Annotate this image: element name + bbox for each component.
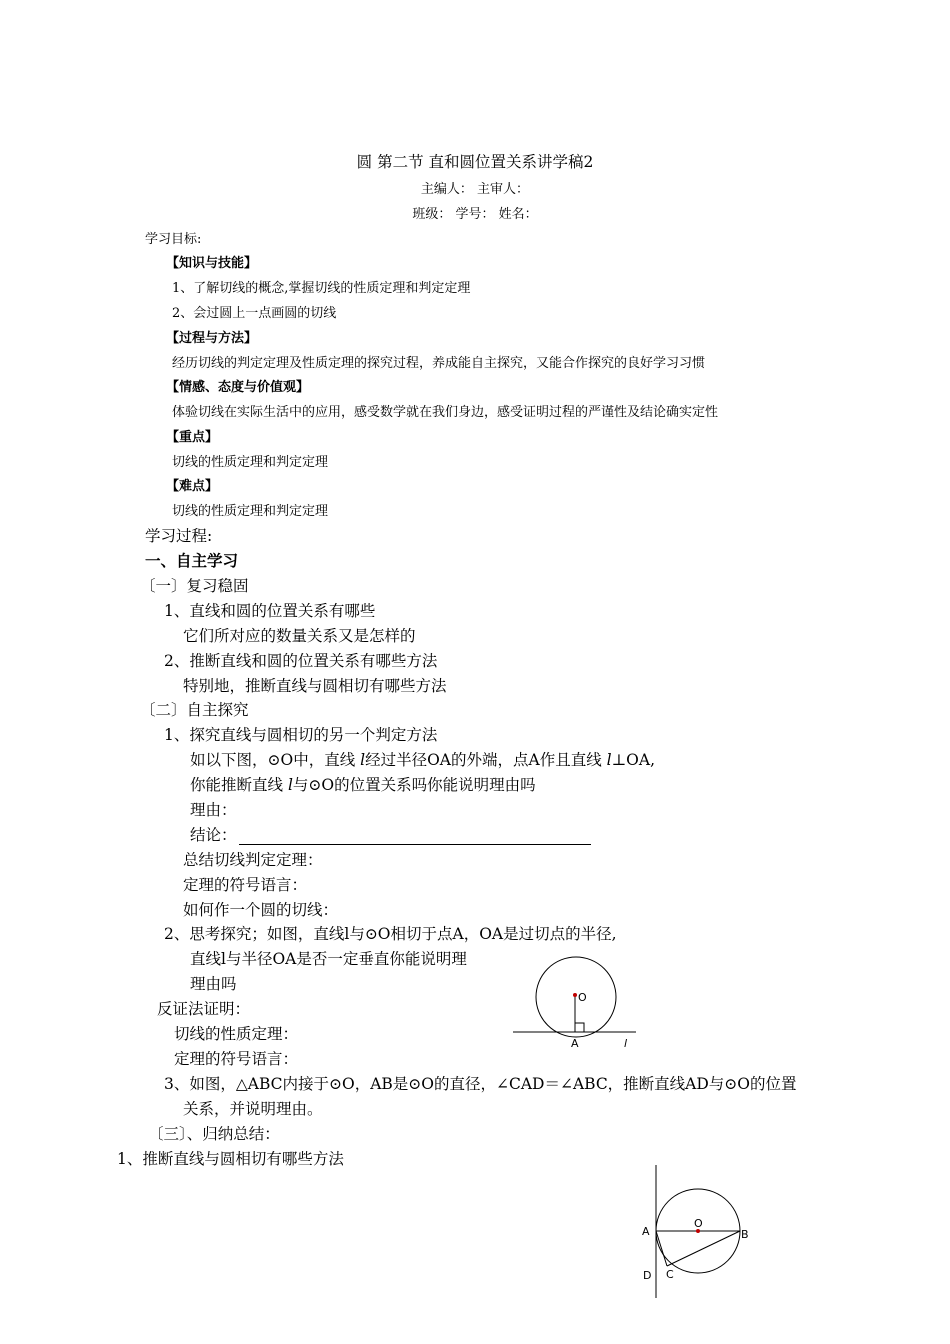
explore-1a-part3: ⊥OA, (611, 751, 655, 769)
student-info-line: 班级： 学号： 姓名： (412, 207, 538, 222)
key-text: 切线的性质定理和判定定理 (172, 455, 329, 470)
key-heading: 【重点】 (166, 430, 219, 445)
line-l-symbol: l (287, 776, 293, 794)
explore-item-1: 1、探究直线与圆相切的另一个判定方法 (164, 726, 438, 744)
symbol-language: 定理的符号语言： (183, 876, 308, 894)
label-d: D (643, 1269, 652, 1282)
think-item-2b: 直线l与半径OA是否一定垂直你能说明理 (190, 950, 467, 968)
property-theorem: 切线的性质定理： (174, 1025, 299, 1043)
induce-heading: 〔三〕、归纳总结： (148, 1125, 280, 1143)
document-title: 圆 第二节 直和圆位置关系讲学稿2 (356, 153, 594, 171)
inscribed-triangle-figure (635, 1160, 755, 1300)
explore-item-1b (190, 773, 536, 795)
knowledge-item-2: 2、会过圆上一点画圆的切线 (172, 306, 337, 321)
how-tangent: 如何作一个圆的切线： (183, 901, 339, 919)
right-angle-mark (575, 1023, 584, 1032)
explore-1a-part1: 如以下图，⊙O中，直线 (190, 751, 361, 769)
explore-1b-part1: 你能推断直线 (190, 776, 288, 794)
review-item-2b: 特别地，推断直线与圆相切有哪些方法 (183, 677, 447, 695)
editors-line: 主编人： 主审人： (420, 182, 530, 197)
emotion-text: 体验切线在实际生活中的应用，感受数学就在我们身边，感受证明过程的严谨性及结论确实定性 (172, 405, 719, 420)
explore-1b-part2: 与⊙O的位置关系吗你能说明理由吗 (292, 776, 536, 794)
conclusion-blank (239, 830, 591, 845)
tangent-figure (505, 945, 645, 1055)
summary-theorem: 总结切线判定定理： (183, 851, 323, 869)
process-heading: 【过程与方法】 (166, 331, 258, 346)
segment-ac (656, 1231, 667, 1266)
label-b: B (741, 1228, 749, 1241)
emotion-heading: 【情感、态度与价值观】 (166, 380, 310, 395)
difficult-text: 切线的性质定理和判定定理 (172, 504, 329, 519)
line-l-symbol: l (606, 751, 612, 769)
part1-heading: 一、自主学习 (145, 551, 239, 570)
process-text: 经历切线的判定定理及性质定理的探究过程，养成能自主探究，又能合作探究的良好学习习惯 (172, 356, 706, 371)
label-l: l (624, 1037, 628, 1050)
label-o: O (578, 991, 587, 1004)
center-point (573, 993, 577, 997)
explore-heading: 〔二〕自主探究 (140, 701, 249, 719)
label-o: O (694, 1217, 703, 1230)
label-c: C (666, 1268, 674, 1281)
knowledge-item-1: 1、了解切线的概念,掌握切线的性质定理和判定定理 (172, 281, 471, 296)
label-a: A (642, 1225, 650, 1238)
segment-bc (667, 1231, 740, 1266)
property-symbol-language: 定理的符号语言： (174, 1050, 299, 1068)
think-item-2c: 理由吗 (190, 975, 237, 993)
explore-1a-part2: 经过半径OA的外端，点A作且直线 (365, 751, 607, 769)
review-heading: 〔一〕复习稳固 (140, 577, 249, 595)
question-3-line1: 3、如图，△ABC内接于⊙O，AB是⊙O的直径，∠CAD＝∠ABC，推断直线AD与⊙O的位置 (164, 1075, 797, 1093)
process-section-heading: 学习过程: (145, 527, 213, 545)
reason-label: 理由： (190, 801, 237, 819)
induce-item-1: 1、推断直线与圆相切有哪些方法 (117, 1150, 344, 1168)
difficult-heading: 【难点】 (166, 479, 219, 494)
explore-item-1a (190, 748, 655, 770)
circle-o (536, 957, 616, 1037)
think-item-2: 2、思考探究；如图，直线l与⊙O相切于点A，OA是过切点的半径, (164, 925, 617, 943)
label-a: A (571, 1037, 579, 1050)
review-item-2: 2、推断直线和圆的位置关系有哪些方法 (164, 652, 438, 670)
knowledge-heading: 【知识与技能】 (166, 256, 258, 271)
line-l-symbol: l (360, 751, 366, 769)
contradiction-proof: 反证法证明： (157, 1000, 251, 1018)
review-item-1: 1、直线和圆的位置关系有哪些 (164, 602, 376, 620)
goals-heading: 学习目标: (145, 232, 202, 247)
review-item-1b: 它们所对应的数量关系又是怎样的 (183, 627, 416, 645)
conclusion-line (190, 823, 591, 845)
conclusion-label: 结论： (190, 826, 237, 844)
question-3-line2: 关系，并说明理由。 (183, 1100, 323, 1118)
